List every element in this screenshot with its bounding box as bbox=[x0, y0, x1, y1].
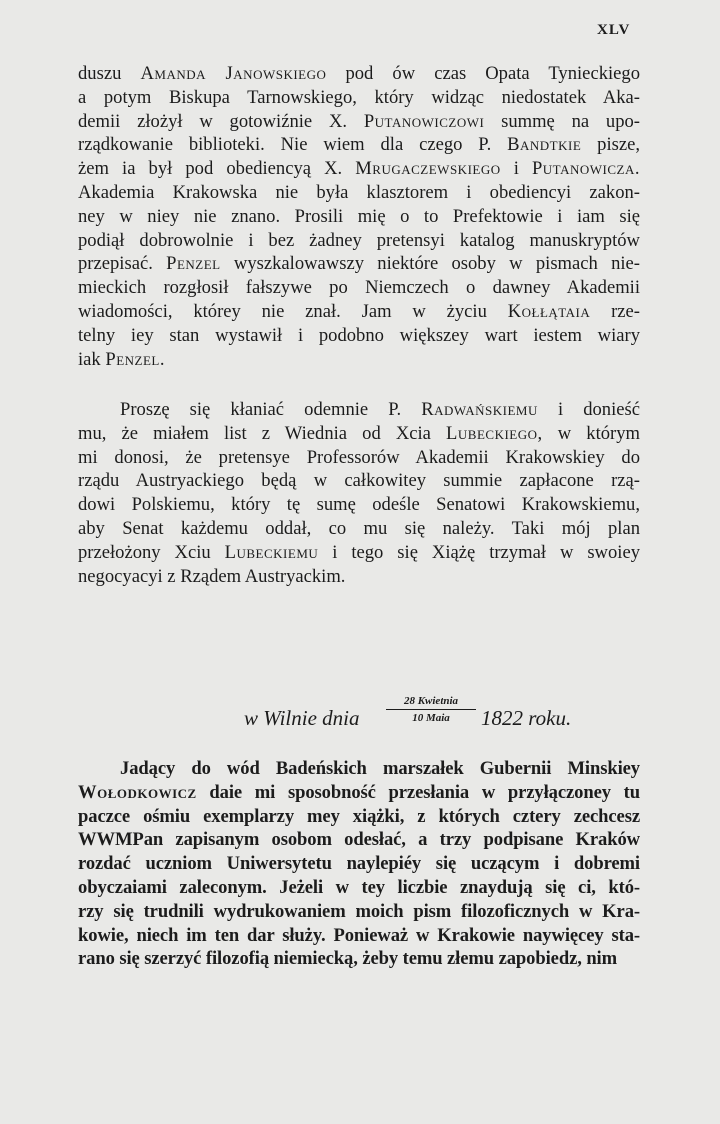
text-line bbox=[78, 398, 640, 422]
text-run: i bbox=[500, 158, 532, 180]
dateline-place: w Wilnie dnia bbox=[244, 706, 360, 730]
text-run: Akademia Krakowska nie była klasztorem i obediencyi zakon- bbox=[78, 181, 640, 203]
text-line bbox=[78, 446, 640, 470]
proper-name: Mrugaczewskiego bbox=[355, 158, 501, 180]
text-run: przepisać. bbox=[78, 253, 167, 275]
text-line bbox=[78, 157, 640, 181]
text-run: negocyacyi z Rządem Austryackim. bbox=[78, 565, 346, 587]
text-run: pod ów czas Opata Tynieckiego bbox=[326, 63, 641, 84]
text-run: i tego się Xiążę trzymał w swoiey bbox=[318, 541, 640, 563]
text-line bbox=[78, 947, 640, 971]
text-run: iak bbox=[78, 348, 106, 370]
text-line bbox=[78, 852, 640, 876]
text-line bbox=[78, 276, 640, 300]
text-run: w którym bbox=[542, 422, 641, 444]
page-number: XLV bbox=[597, 22, 631, 38]
text-line bbox=[78, 900, 640, 924]
text-line bbox=[78, 781, 640, 805]
text-line bbox=[78, 252, 640, 276]
text-run: przełożony Xciu bbox=[78, 541, 225, 563]
text-run: pisze, bbox=[581, 134, 640, 156]
dateline-date-old-style: 28 Kwietnia bbox=[403, 695, 459, 707]
fraction-bar bbox=[386, 709, 476, 710]
text-line bbox=[78, 469, 640, 493]
paragraph-2 bbox=[78, 398, 640, 588]
text-run: summę na upo- bbox=[484, 110, 640, 132]
text-run: dowi Polskiemu, który tę sumę odeśle Senatowi Krakowskiemu, bbox=[78, 494, 640, 516]
proper-name: Putanowiczowi bbox=[363, 110, 485, 132]
proper-name: Kołłątaia bbox=[507, 300, 591, 322]
text-line bbox=[78, 541, 640, 565]
text-line bbox=[78, 348, 640, 372]
proper-name: Penzel bbox=[166, 253, 221, 275]
dateline-year: 1822 roku. bbox=[481, 706, 572, 730]
text-line bbox=[78, 828, 640, 852]
text-line bbox=[78, 876, 640, 900]
text-line bbox=[78, 300, 640, 324]
text-line bbox=[78, 493, 640, 517]
text-line bbox=[78, 181, 640, 205]
proper-name: Radwańskiemu bbox=[421, 399, 538, 420]
text-line bbox=[78, 86, 640, 110]
text-line bbox=[78, 62, 640, 86]
text-run: rządu Austryackiego będą w całkowitey summie zapłacone rzą- bbox=[78, 470, 640, 492]
text-run: i donieść bbox=[537, 399, 640, 420]
text-line bbox=[78, 517, 640, 541]
text-run: wyszkalowawszy niektóre osoby w pismach nie- bbox=[220, 253, 641, 275]
paragraph-1 bbox=[78, 62, 640, 371]
text-line bbox=[78, 110, 640, 134]
text-run: rządkowanie biblioteki. Nie wiem dla czego P. bbox=[78, 134, 508, 156]
text-run: ney w niey nie znano. Prosili mię o to Prefektowie i iam się bbox=[78, 205, 640, 227]
proper-name: Amanda Janowskiego bbox=[140, 63, 327, 84]
paragraph-3 bbox=[78, 757, 640, 971]
text-run: mieckich rozgłosił fałszywe po Niemczech o dawney Akademii bbox=[78, 277, 640, 299]
text-run: żem ia był pod obediencyą X. bbox=[78, 158, 356, 180]
text-run: rzy się trudnili wydrukowaniem moich pism filozoficznych w Kra- bbox=[78, 900, 640, 922]
text-run: mu, że miałem list z Wiednia od Xcia bbox=[78, 422, 447, 444]
proper-name: Wołodkowicz bbox=[78, 781, 197, 803]
text-line bbox=[78, 205, 640, 229]
text-line bbox=[78, 324, 640, 348]
text-run: kowie, niech im ten dar służy. Ponieważ w Krakowie naywięcey sta- bbox=[78, 924, 640, 946]
text-line bbox=[78, 757, 640, 781]
dateline-date-fraction bbox=[386, 694, 476, 725]
text-line bbox=[78, 565, 640, 589]
dateline-date-new-style: 10 Maia bbox=[412, 712, 450, 724]
text-line bbox=[78, 422, 640, 446]
proper-name: Penzel. bbox=[105, 348, 166, 370]
text-run: daie mi sposobność przesłania w przyłączoney tu bbox=[196, 781, 640, 803]
proper-name: Lubeckiemu bbox=[224, 541, 319, 563]
proper-name: Lubeckiego, bbox=[446, 422, 543, 444]
text-run: mi donosi, że pretensye Professorów Akademii Krakowskiey do bbox=[78, 446, 640, 468]
dateline bbox=[244, 694, 644, 738]
proper-name: Bandtkie bbox=[507, 134, 582, 156]
text-line bbox=[78, 133, 640, 157]
text-run: demii złożył w gotowiźnie X. bbox=[78, 110, 364, 132]
text-run: rozdać uczniom Uniwersytetu naylepiéy się uczącym i dobremi bbox=[78, 853, 640, 875]
text-run: wiadomości, którey nie znał. Jam w życiu bbox=[78, 300, 508, 322]
text-run: duszu bbox=[78, 63, 141, 84]
text-run: telny iey stan wystawił i podobno większey wart iestem wiary bbox=[78, 324, 640, 346]
proper-name: Putanowicza. bbox=[531, 158, 640, 180]
text-run: a potym Biskupa Tarnowskiego, który widząc niedostatek Aka- bbox=[78, 86, 640, 108]
text-run: paczce ośmiu exemplarzy mey xiążki, z których cztery zechcesz bbox=[78, 805, 640, 827]
text-run: rze- bbox=[590, 300, 640, 322]
text-run: Proszę się kłaniać odemnie P. bbox=[120, 399, 422, 420]
text-run: podiął dobrowolnie i bez żadney pretensyi katalog manuskryptów bbox=[78, 229, 640, 251]
text-line bbox=[78, 805, 640, 829]
text-run: WWMPan zapisanym osobom odesłać, a trzy podpisane Kraków bbox=[78, 829, 640, 851]
text-run: obyczaiami zaleconym. Jeżeli w tey liczbie znaydują się ci, któ- bbox=[78, 876, 640, 898]
text-run: rano się szerzyć filozofią niemiecką, żeby temu złemu zapobiedz, nim bbox=[78, 948, 618, 970]
text-run: aby Senat każdemu oddał, co mu się należy. Taki mój plan bbox=[78, 517, 640, 539]
text-run: Jadący do wód Badeńskich marszałek Gubernii Minskiey bbox=[120, 758, 640, 779]
text-line bbox=[78, 924, 640, 948]
text-line bbox=[78, 229, 640, 253]
